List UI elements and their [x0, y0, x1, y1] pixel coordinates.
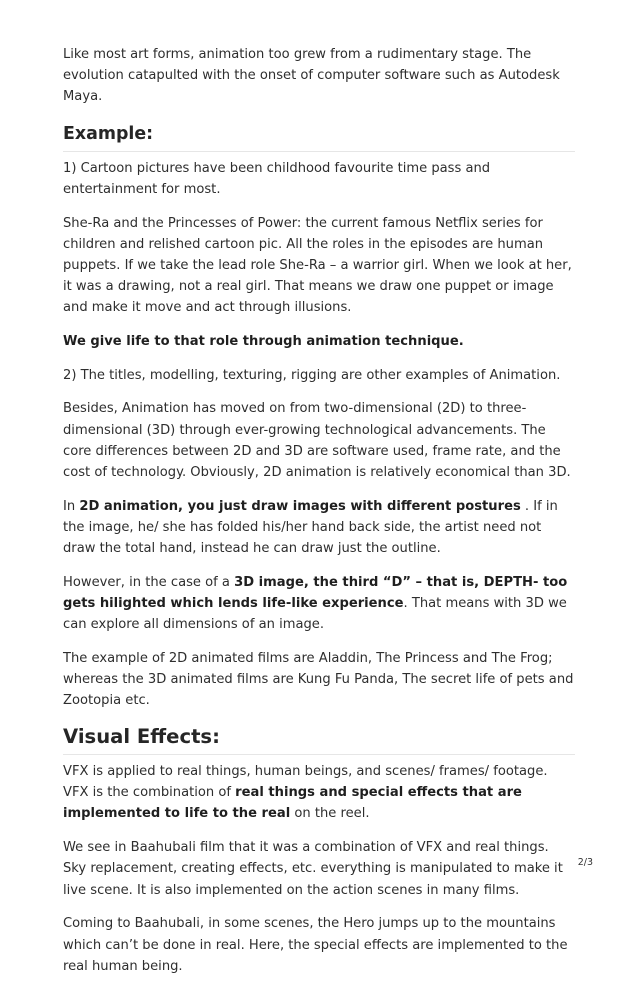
example-paragraph-4: 2) The titles, modelling, texturing, rigging are other examples of Animation.	[63, 367, 561, 383]
intro-paragraph: Like most art forms, animation too grew from a rudimentary stage. The evolution catapulted with the onset of computer software such as Autodesk Maya.	[63, 47, 560, 105]
bold-run: 2D animation, you just draw images with different postures	[79, 498, 521, 514]
text-run: However, in the case of a	[63, 574, 235, 590]
example-paragraph-3	[63, 331, 575, 352]
example-paragraph-2: She-Ra and the Princesses of Power: the current famous Netflix series for children and relished cartoon pic. All the roles in the episodes are human puppets. If we take the lead role She-Ra – a warrior girl. When we look at her, it was a drawing, not a real girl. That means we draw one puppet or image and make it move and act through illusions.	[63, 215, 572, 316]
document-page	[63, 44, 575, 989]
example-paragraph-1: 1) Cartoon pictures have been childhood favourite time pass and entertainment for most.	[63, 160, 491, 197]
bold-statement: We give life to that role through animation technique.	[63, 334, 464, 350]
example-paragraph-5: Besides, Animation has moved on from two-dimensional (2D) to three-dimensional (3D) through ever-growing technological advancements. The core differences between 2D and 3D are software used, frame rate, and the cost of technology. Obviously, 2D animation is relatively economical than 3D.	[63, 401, 571, 481]
text-run: on the reel.	[290, 806, 370, 822]
bold-run: real things and special effects that are implemented to life to the real	[63, 785, 522, 822]
page-number: 2/3	[577, 857, 593, 868]
example-paragraph-6	[63, 496, 575, 560]
vfx-section	[63, 724, 575, 977]
vfx-paragraph-2: We see in Baahubali film that it was a combination of VFX and real things. Sky replacement, creating effects, etc. everything is manipulated to make it live scene. It is also implemented on the action scenes in many films.	[63, 840, 563, 898]
text-run: . If in the image, he/ she has folded his/her hand back side, the artist need not draw the total hand, instead he can draw just the outline.	[63, 498, 558, 557]
text-run: . That means with 3D we can explore all dimensions of an image.	[63, 596, 567, 633]
example-section	[63, 123, 575, 712]
example-paragraph-7	[63, 572, 575, 636]
vfx-paragraph-1	[63, 761, 575, 825]
example-paragraph-8: The example of 2D animated films are Aladdin, The Princess and The Frog; whereas the 3D animated films are Kung Fu Panda, The secret life of pets and Zootopia etc.	[63, 650, 574, 709]
vfx-heading: Visual Effects:	[63, 724, 575, 755]
text-run: VFX is applied to real things, human beings, and scenes/ frames/ footage. VFX is the combination of	[63, 764, 548, 801]
example-heading: Example:	[63, 123, 575, 152]
text-run: In	[63, 498, 80, 514]
bold-run: 3D image, the third “D” – that is, DEPTH- too gets hilighted which lends life-like experience	[63, 574, 568, 612]
vfx-paragraph-3: Coming to Baahubali, in some scenes, the Hero jumps up to the mountains which can’t be done in real. Here, the special effects are implemented to the real human being.	[63, 916, 568, 974]
